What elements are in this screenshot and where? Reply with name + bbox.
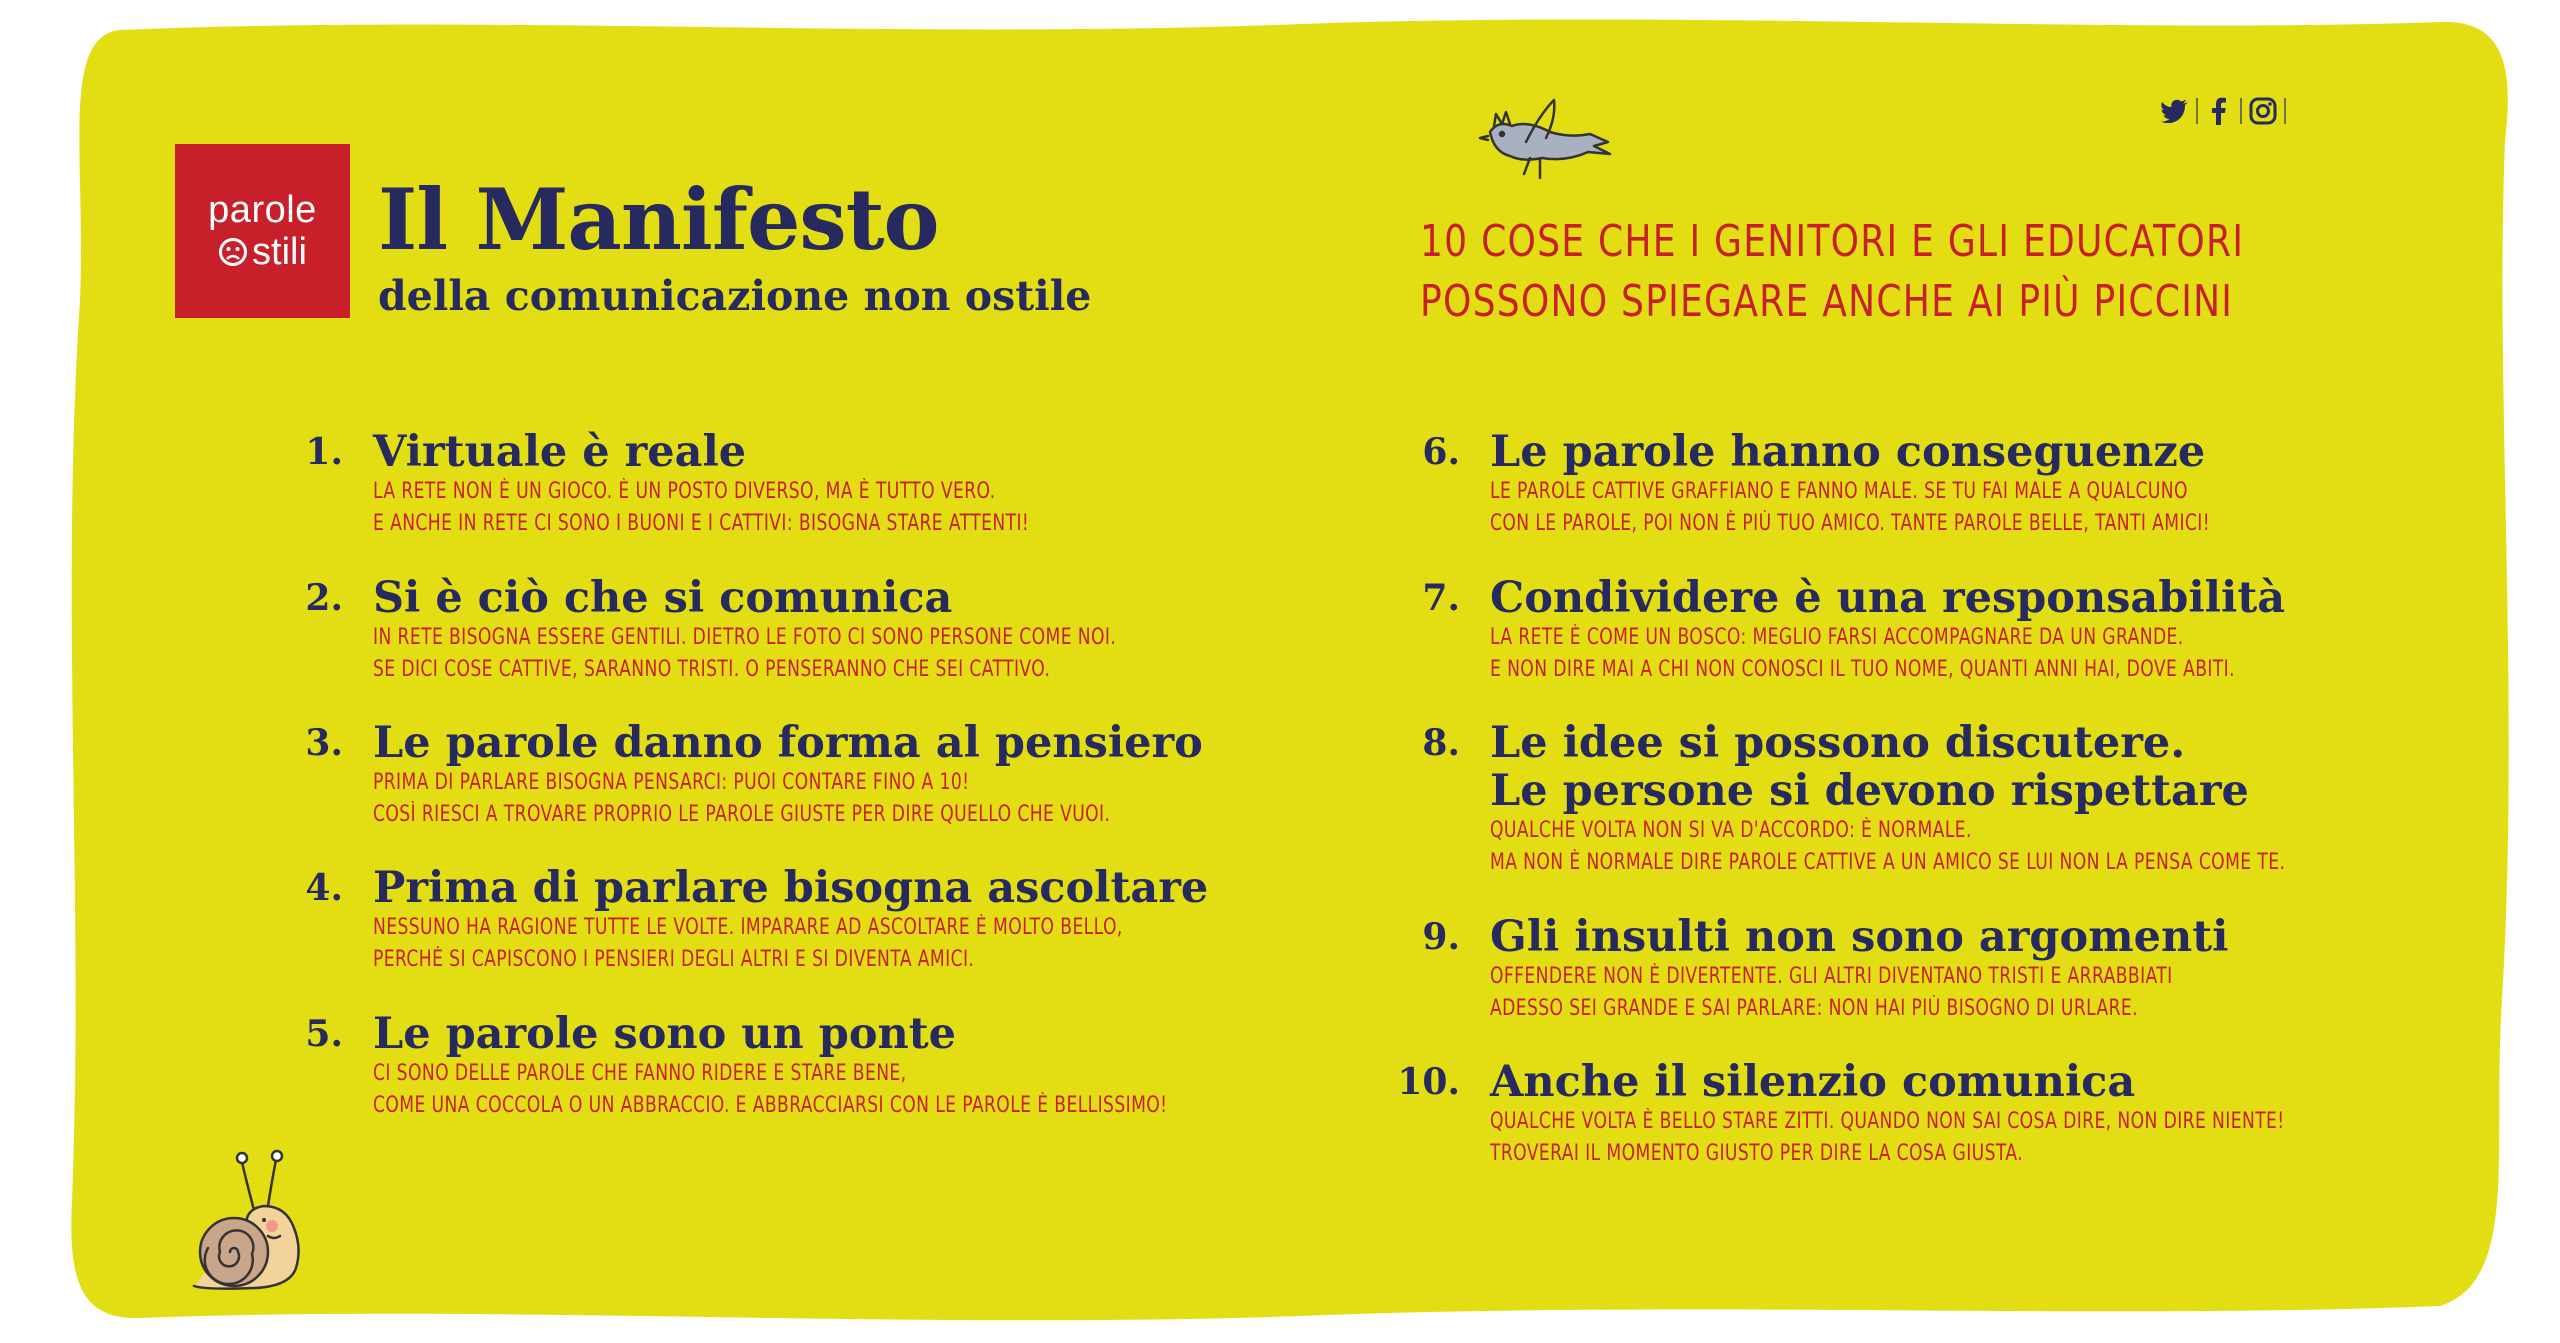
point-title: Virtuale è reale xyxy=(373,427,747,477)
social-links xyxy=(2160,94,2286,128)
social-divider xyxy=(2196,98,2198,124)
point-description-line-1: LE PAROLE CATTIVE GRAFFIANO E FANNO MALE. SE TU FAI MALE A QUALCUNO xyxy=(1490,479,2188,504)
sad-face-icon xyxy=(218,237,248,267)
point-description-line-2: COSÌ RIESCI A TROVARE PROPRIO LE PAROLE GIUSTE PER DIRE QUELLO CHE VUOI. xyxy=(373,802,1111,827)
tagline-line-1: 10 COSE CHE I GENITORI E GLI EDUCATORI xyxy=(1420,216,2245,267)
point-title: Le idee si possono discutere. xyxy=(1490,718,2186,768)
instagram-icon[interactable] xyxy=(2248,96,2278,126)
point-description-line-2: ADESSO SEI GRANDE E SAI PARLARE: NON HAI PIÙ BISOGNO DI URLARE. xyxy=(1490,996,2139,1021)
point-description-line-2: COME UNA COCCOLA O UN ABBRACCIO. E ABBRACCIARSI CON LE PAROLE È BELLISSIMO! xyxy=(373,1093,1168,1118)
social-divider xyxy=(2284,98,2286,124)
point-description-line-2: PERCHÉ SI CAPISCONO I PENSIERI DEGLI ALTRI E SI DIVENTA AMICI. xyxy=(373,947,975,972)
point-number: 4. xyxy=(305,867,343,909)
point-description-line-2: MA NON È NORMALE DIRE PAROLE CATTIVE A UN AMICO SE LUI NON LA PENSA COME TE. xyxy=(1490,850,2286,875)
point-description-line-1: LA RETE NON È UN GIOCO. È UN POSTO DIVERSO, MA È TUTTO VERO. xyxy=(373,479,996,504)
point-number: 1. xyxy=(305,431,343,473)
point-title: Anche il silenzio comunica xyxy=(1490,1057,2136,1107)
manifesto-point-10 xyxy=(1397,1057,2509,1170)
manifesto-point-4 xyxy=(305,863,1334,976)
snail-illustration xyxy=(186,1140,326,1300)
point-number: 2. xyxy=(305,577,343,619)
point-title: Le parole danno forma al pensiero xyxy=(373,718,1203,768)
point-title: Prima di parlare bisogna ascoltare xyxy=(373,863,1209,913)
point-description-line-1: QUALCHE VOLTA È BELLO STARE ZITTI. QUANDO NON SAI COSA DIRE, NON DIRE NIENTE! xyxy=(1490,1109,2285,1134)
point-description-line-2: E ANCHE IN RETE CI SONO I BUONI E I CATTIVI: BISOGNA STARE ATTENTI! xyxy=(373,511,1030,536)
manifesto-point-3 xyxy=(305,718,1318,831)
manifesto-point-2 xyxy=(305,573,1326,686)
point-number: 7. xyxy=(1422,577,1460,619)
point-description-line-1: IN RETE BISOGNA ESSERE GENTILI. DIETRO LE FOTO CI SONO PERSONE COME NOI. xyxy=(373,625,1117,650)
bird-illustration xyxy=(1470,92,1620,188)
point-title: Le parole sono un ponte xyxy=(373,1009,957,1059)
logo-line-2-text: stili xyxy=(252,231,307,273)
page-title: Il Manifesto xyxy=(378,170,939,269)
point-number: 6. xyxy=(1422,431,1460,473)
point-description-line-2: CON LE PAROLE, POI NON È PIÙ TUO AMICO. TANTE PAROLE BELLE, TANTI AMICI! xyxy=(1490,511,2211,536)
logo-line-2 xyxy=(218,231,307,273)
point-title: Condividere è una responsabilità xyxy=(1490,573,2286,623)
point-title: Le parole hanno conseguenze xyxy=(1490,427,2206,477)
point-title: Gli insulti non sono argomenti xyxy=(1490,912,2229,962)
manifesto-point-8 xyxy=(1422,718,2510,879)
point-number: 8. xyxy=(1422,722,1460,764)
point-description-line-2: E NON DIRE MAI A CHI NON CONOSCI IL TUO NOME, QUANTI ANNI HAI, DOVE ABITI. xyxy=(1490,657,2235,682)
tagline xyxy=(1420,212,2245,332)
point-title: Si è ciò che si comunica xyxy=(373,573,953,623)
point-number: 9. xyxy=(1422,916,1460,958)
manifesto-point-6 xyxy=(1422,427,2413,540)
point-description-line-1: OFFENDERE NON È DIVERTENTE. GLI ALTRI DIVENTANO TRISTI E ARRABBIATI xyxy=(1490,964,2173,989)
page-subtitle: della comunicazione non ostile xyxy=(378,272,1092,320)
point-number: 5. xyxy=(305,1013,343,1055)
point-description-line-1: NESSUNO HA RAGIONE TUTTE LE VOLTE. IMPARARE AD ASCOLTARE È MOLTO BELLO, xyxy=(373,915,1123,940)
manifesto-point-9 xyxy=(1422,912,2365,1025)
point-description-line-2: TROVERAI IL MOMENTO GIUSTO PER DIRE LA COSA GIUSTA. xyxy=(1490,1141,2024,1166)
manifesto-point-5 xyxy=(305,1009,1392,1122)
point-description-line-2: SE DICI COSE CATTIVE, SARANNO TRISTI. O PENSERANNO CHE SEI CATTIVO. xyxy=(373,657,1051,682)
point-title-line-2: Le persone si devono rispettare xyxy=(1490,766,2249,816)
point-description-line-1: LA RETE È COME UN BOSCO: MEGLIO FARSI ACCOMPAGNARE DA UN GRANDE. xyxy=(1490,625,2184,650)
social-divider xyxy=(2240,98,2242,124)
twitter-icon[interactable] xyxy=(2160,96,2190,126)
point-description-line-1: CI SONO DELLE PAROLE CHE FANNO RIDERE E STARE BENE, xyxy=(373,1061,907,1086)
point-description-line-1: PRIMA DI PARLARE BISOGNA PENSARCI: PUOI CONTARE FINO A 10! xyxy=(373,770,970,795)
point-number: 3. xyxy=(305,722,343,764)
point-description-line-1: QUALCHE VOLTA NON SI VA D'ACCORDO: È NORMALE. xyxy=(1490,818,1972,843)
facebook-icon[interactable] xyxy=(2204,96,2234,126)
parole-ostili-logo xyxy=(175,144,350,318)
logo-line-1: parole xyxy=(208,189,317,231)
point-number: 10. xyxy=(1397,1061,1460,1103)
tagline-line-2: POSSONO SPIEGARE ANCHE AI PIÙ PICCINI xyxy=(1420,276,2234,327)
manifesto-point-7 xyxy=(1422,573,2445,686)
manifesto-point-1 xyxy=(305,427,1214,540)
